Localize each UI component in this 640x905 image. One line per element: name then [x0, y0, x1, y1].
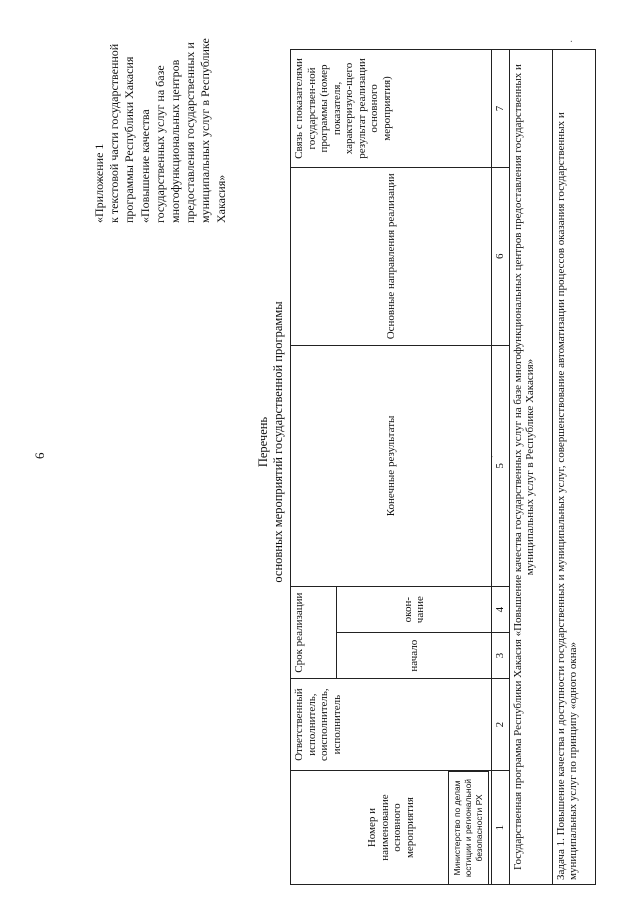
stamp-line-1: Министерство по делам [452, 780, 462, 876]
title-line-2: основных мероприятий государственной программы [271, 301, 285, 583]
column-number-row [492, 50, 510, 885]
appendix-line-4: «Повышение качества [137, 109, 152, 223]
program-row-text: Государственная программа Республики Хакасия «Повышение качества государственных услуг на базе многофункциональных центров предоставления государственных и муниципальных услуг в Республике Хакасия» [509, 50, 552, 885]
header-col-7: Связь с показателями государствен-ной программы (номер показателя, характеризую-щего результат реализации основного мероприятия) [291, 50, 492, 168]
header-row-1 [291, 50, 337, 885]
header-col-3: начало [337, 633, 492, 679]
scan-mark: · [567, 39, 578, 43]
stamp-line-3: безопасности РХ [474, 794, 484, 862]
appendix-line-8: муниципальных услуг в Республике [198, 38, 213, 223]
document-title [256, 257, 286, 627]
title-line-1: Перечень [256, 416, 270, 468]
speck-mark: · [488, 455, 497, 458]
appendix-line-3: программы Республики Хакасия [122, 56, 137, 223]
stamp-line-2: юстиции и региональной [463, 778, 473, 878]
appendix-line-1: «Приложение 1 [92, 143, 106, 223]
header-col-34: Срок реализации [291, 587, 337, 679]
appendix-note [92, 23, 229, 223]
col-number-4: 4 [492, 587, 510, 633]
col-number-1: 1 [492, 771, 510, 885]
col-number-6: 6 [492, 167, 510, 345]
program-row [509, 50, 552, 885]
appendix-line-5: государственных услуг на базе [152, 65, 167, 223]
appendix-line-6: многофункциональных центров [168, 59, 183, 223]
header-col-6: Основные направления реализации [291, 167, 492, 345]
col-number-2: 2 [492, 679, 510, 771]
task-row [552, 50, 595, 885]
appendix-line-9: Хакасия» [213, 174, 228, 223]
appendix-line-7: предоставления государственных и [183, 42, 198, 223]
header-col-1: Номер и наименование основного мероприятия [291, 771, 492, 885]
col-number-5: 5 [492, 345, 510, 587]
header-col-2: Ответственный исполнитель, соисполнитель, исполнитель [291, 679, 492, 771]
page-number: 6 [32, 452, 47, 459]
header-col-4: окон-чание [337, 587, 492, 633]
appendix-line-2: к текстовой части государственной [107, 43, 122, 223]
task-row-text: Задача 1. Повышение качества и доступности государственных и муниципальных услуг, совершенствование автоматизации процессов оказания государственных и муниципальных услуг по принципу «одного окна» [552, 50, 595, 885]
col-number-3: 3 [492, 633, 510, 679]
col-number-7: 7 [492, 50, 510, 168]
header-col-5: Конечные результаты [291, 345, 492, 587]
measures-table [290, 49, 596, 885]
